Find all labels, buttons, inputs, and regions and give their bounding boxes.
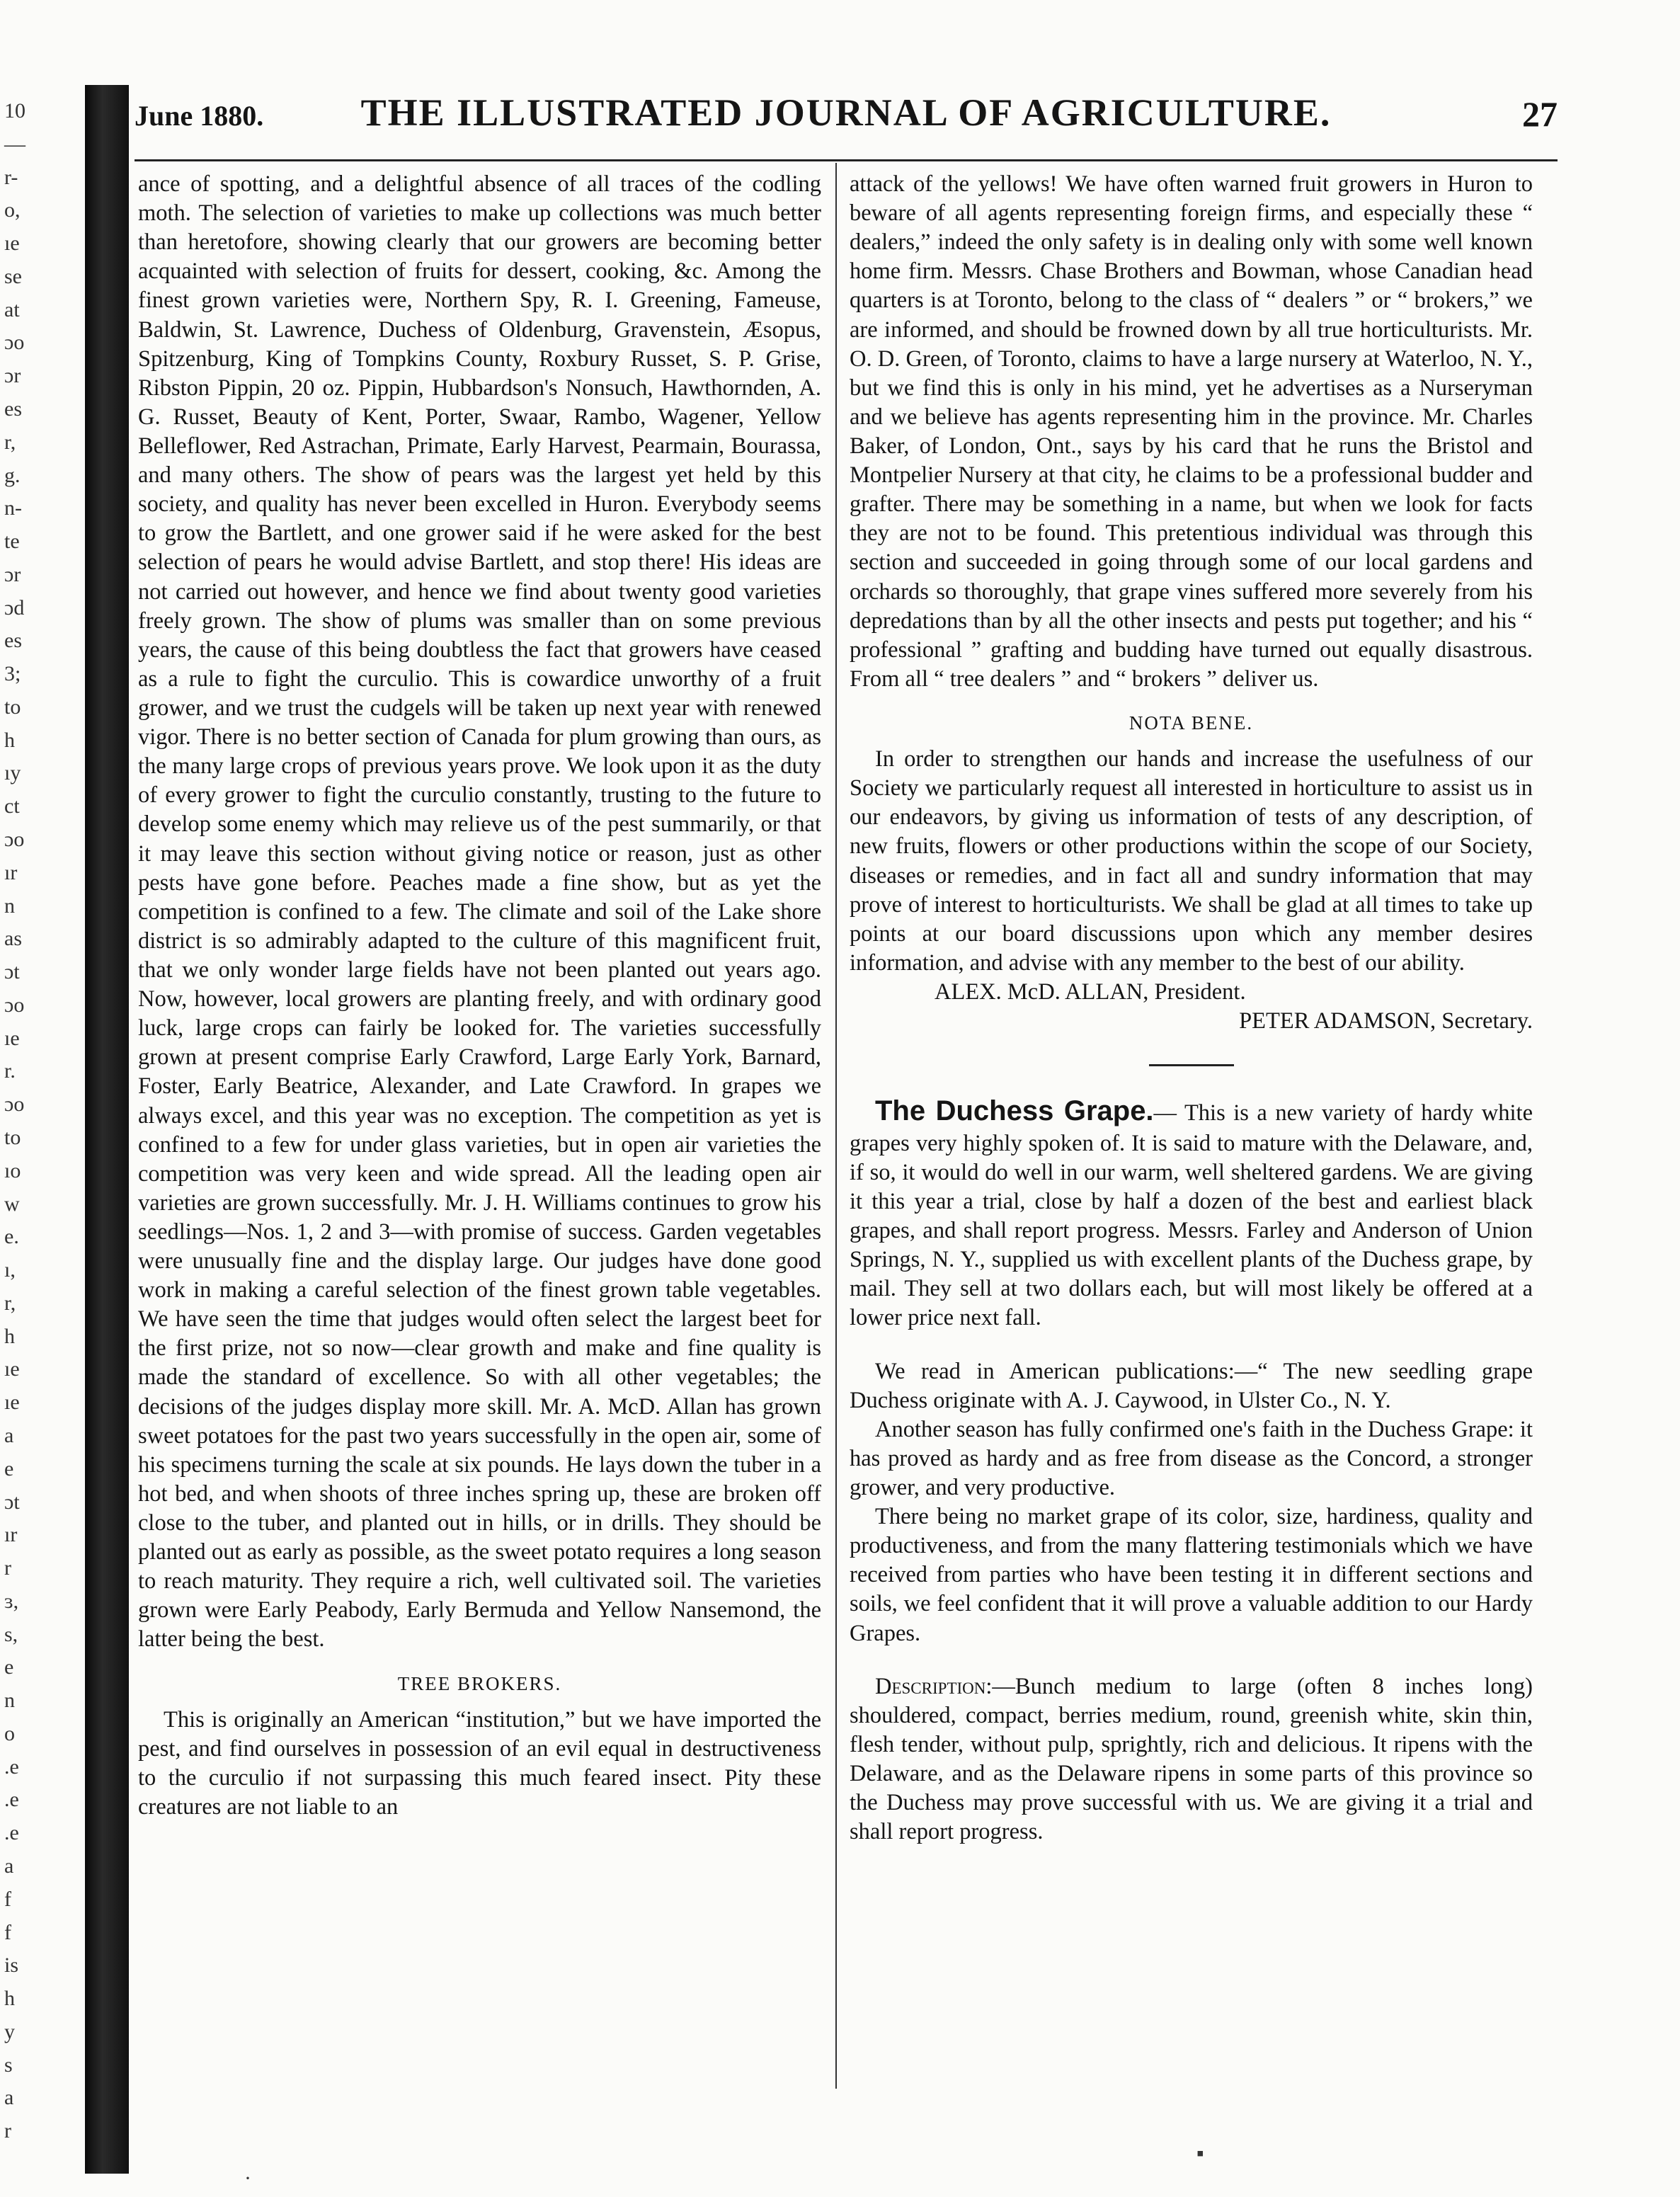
bleed-fragment: r,	[4, 430, 16, 454]
duchess-grape-paragraph	[850, 1093, 1533, 1333]
bleed-fragment: ıe	[4, 1391, 20, 1415]
binding-shadow	[85, 85, 129, 2174]
duchess-grape-body: — This is a new variety of hardy white grapes very highly spoken of. It is said to mature with the Delaware, and, if so, it would do well in our warm, well sheltered gardens. We are giving it this year a trial, close by half a dozen of the best and earliest black grapes, and shall report progress. Messrs. Farley and Anderson of Union Springs, N. Y., supplied us with excellent plants of the Duchess grape, by mail. They sell at two dollars each, but will most likely be offered at a lower price next fall.	[850, 1100, 1533, 1331]
bleed-fragment: s,	[4, 1622, 18, 1646]
bleed-fragment: es	[4, 629, 22, 653]
bleed-fragment: 10	[4, 99, 25, 122]
bleed-fragment: ıe	[4, 1026, 20, 1050]
description-body: —Bunch medium to large (often 8 inches long) shouldered, compact, berries medium, round, greenish white, skin thin, flesh tender, without pulp, sprightly, rich and delicious. It ripens with the Delaware, and as the Delaware ripens in some parts of this province so the Duchess may prove successful with us. We are giving it a trial and shall report progress.	[850, 1673, 1533, 1845]
bleed-fragment: ıo	[4, 1158, 21, 1182]
signature-president: ALEX. McD. ALLAN, President.	[935, 978, 1246, 1005]
journal-title: THE ILLUSTRATED JOURNAL OF AGRICULTURE.	[360, 91, 1332, 134]
bleed-fragment: ıy	[4, 761, 21, 785]
bleed-fragment: ɜ,	[4, 1589, 19, 1613]
description-paragraph	[850, 1672, 1533, 1847]
bleed-fragment: r	[4, 2119, 11, 2143]
adjacent-page-bleed	[4, 85, 75, 2174]
heading-nota-bene: NOTA BENE.	[1128, 712, 1254, 734]
bleed-fragment: te	[4, 530, 20, 554]
bleed-fragment: to	[4, 1126, 21, 1149]
bleed-fragment: o	[4, 1721, 15, 1745]
bleed-fragment: f	[4, 1920, 11, 1944]
tree-brokers-paragraph: This is originally an American “institution,” but we have imported the pest, and find ourselves in possession of an evil equal in destructiveness to the curculio if not surpassing this much feared insect. Pity these creatures are not liable to an	[138, 1706, 821, 1820]
description-label: Description:	[875, 1673, 993, 1699]
another-season-paragraph: Another season has fully confirmed one's faith in the Duchess Grape: it has proved as hardy and as free from disease as the Concord, a stronger grower, and very productive.	[850, 1416, 1533, 1500]
issue-date: June 1880.	[135, 100, 264, 132]
bleed-fragment: .e	[4, 1754, 19, 1779]
bleed-fragment: h	[4, 1324, 15, 1348]
bleed-fragment: ɔo	[4, 828, 25, 852]
bleed-fragment: f	[4, 1887, 11, 1911]
right-column	[850, 170, 1533, 1847]
bleed-fragment: ɔo	[4, 331, 25, 355]
bleed-fragment: ɔo	[4, 993, 25, 1017]
bleed-fragment: ɔt	[4, 960, 20, 984]
bleed-fragment: r-	[4, 165, 18, 189]
american-publications-paragraph: We read in American publications:—“ The new seedling grape Duchess originate with A. J. Caywood, in Ulster Co., N. Y.	[850, 1358, 1533, 1413]
bleed-fragment: n	[4, 894, 15, 918]
print-speck: ·	[244, 2167, 251, 2190]
exhibition-report-paragraph: ance of spotting, and a delightful absence of all traces of the codling moth. The selection of varieties to make up collections was much better than heretofore, showing clearly that our growers are becoming better acquainted with selection of fruits for dessert, cooking, &c. Among the finest grown varieties were, Northern Spy, R. I. Greening, Fameuse, Baldwin, St. Lawrence, Duchess of Oldenburg, Gravenstein, Æsopus, Spitzenburg, King of Tompkins County, Roxbury Russet, S. P. Grise, Ribston Pippin, 20 oz. Pippin, Hubbardson's Nonsuch, Hawthornden, A. G. Russet, Beauty of Kent, Porter, Swaar, Rambo, Wagener, Yellow Belleflower, Red Astrachan, Primate, Early Harvest, Pearmain, Bourassa, and many others. The show of pears was the largest yet held by this society, and quality has never been excelled in Huron. Everybody seems to grow the Bartlett, and one grower said if he were asked for the best selection of pears he would advise Bartlett, and stop there! His ideas are not carried out however, and hence we find about twenty good varieties freely grown. The show of plums was smaller than on some previous years, the cause of this being doubtless the fact that growers have ceased as a rule to fight the curculio. This is cowardice unworthy of a fruit grower, and we trust the cudgels will be taken up next year with renewed vigor. There is no better section of Canada for plum growing than ours, as the many large crops of previous years prove. We look upon it as the duty of every grower to fight the curculio constantly, trusting to the future to develop some enemy which may relieve us of the pest summarily, or that it may leave this section without giving notice or reason, just as other pests have gone before. Peaches made a fine show, but as yet the competition is confined to a few. The climate and soil of the Lake shore district is so admirably adapted to the culture of this magnificent fruit, that we only wonder large fields have not been planted out years ago. Now, however, local growers are planting freely, and with ordinary good luck, large crops can fairly be looked for. The varieties successfully grown at present comprise Early Crawford, Large Early York, Barnard, Foster, Early Beatrice, Alexander, and Late Crawford. In grapes we always excel, and this year was no exception. The competition as yet is confined to a few for under glass varieties, but in open air varieties the competition was very keen and wide spread. All the leading open air varieties are grown successfully. Mr. J. H. Williams continues to grow his seedlings—Nos. 1, 2 and 3—with promise of success. Garden vegetables were unusually fine and the display large. Our judges have done good work in making a careful selection of the finest grown table vegetables. We have seen the time that judges would often select the largest beet for the first prize, not so now—clear growth and make and fine quality is made the standard of excellence. So with all other vegetables; the decisions of the judges display more skill. Mr. A. McD. Allan has grown sweet potatoes for the past two years successfully in the open air, some of his specimens turning the scale at six pounds. He lays down the tuber in a hot bed, and when shoots of three inches spring up, these are broken off close to the tuber, and planted out in hills, or in drills. They should be planted out as early as possible, as the sweet potato requires a long season to reach maturity. They require a rich, well cultivated soil. The varieties grown were Early Peabody, Early Bermuda and Yellow Nansemond, the latter being the best.	[138, 171, 821, 1653]
bleed-fragment: ɔr	[4, 562, 21, 586]
bleed-fragment: a	[4, 2086, 14, 2110]
bleed-fragment: h	[4, 1987, 15, 2011]
bleed-fragment: ır	[4, 1523, 18, 1547]
bleed-fragment: w	[4, 1192, 20, 1216]
bleed-fragment: r,	[4, 1291, 16, 1315]
column-divider	[835, 163, 837, 2089]
bleed-fragment: at	[4, 297, 20, 321]
bleed-fragment: n	[4, 1689, 15, 1713]
nota-bene-paragraph: In order to strengthen our hands and increase the usefulness of our Society we particularly request all interested in horticulture to assist us in our endeavors, by giving us information of tests of any description, of new fruits, flowers or other productions within the scope of our Society, diseases or remedies, and in fact all and sundry information that may prove of interest to horticulturists. We shall be glad at all times to take up points at our board discussions upon which any member desires information, and advise with any member to the best of our ability.	[850, 746, 1533, 976]
bleed-fragment: e.	[4, 1225, 19, 1249]
bleed-fragment: ıe	[4, 232, 20, 256]
running-head	[135, 91, 1558, 140]
bleed-fragment: o,	[4, 198, 21, 222]
bleed-fragment: as	[4, 927, 22, 951]
bleed-fragment: ɔd	[4, 595, 25, 620]
bleed-fragment: ı,	[4, 1258, 16, 1282]
print-speck: ▪	[1196, 2142, 1204, 2165]
bleed-fragment: ɔt	[4, 1490, 20, 1514]
signature-secretary: PETER ADAMSON, Secretary.	[1239, 1008, 1533, 1034]
bleed-fragment: a	[4, 1854, 14, 1878]
bleed-fragment: .e	[4, 1821, 19, 1845]
bleed-fragment: h	[4, 728, 15, 752]
duchess-grape-lead: The Duchess Grape.	[875, 1095, 1154, 1127]
bleed-fragment: es	[4, 396, 22, 421]
tree-brokers-continued: attack of the yellows! We have often warned fruit growers in Huron to beware of all agents representing foreign firms, and especially these “ dealers,” indeed the only safety is in dealing only with some well known home firm. Messrs. Chase Brothers and Bowman, whose Canadian head quarters is at Toronto, belong to the class of “ dealers ” or “ brokers,” we are informed, and should be frowned down by all true horticulturists. Mr. O. D. Green, of Toronto, claims to have a large nursery at Waterloo, N. Y., but we find this is only in his mind, yet he advertises as a Nurseryman and we believe has agents representing him in the province. Mr. Charles Baker, of London, Ont., says by his card that he runs the Bristol and Montpelier Nursery at that city, he claims to be a professional budder and grafter. There may be something in a name, but when we look for facts they are not to be found. This pretentious individual was through this section and succeeded in going through some of our local gardens and orchards so thoroughly, that grape vines suffered more severely from his depredations than by all the other insects and pests put together; and his “ professional ” grafting and budding have turned out equally disastrous. From all “ tree dealers ” and “ brokers ” deliver us.	[850, 171, 1533, 692]
bleed-fragment: 3;	[4, 662, 21, 686]
bleed-fragment: r	[4, 1556, 11, 1580]
bleed-fragment: se	[4, 264, 22, 288]
bleed-fragment: e	[4, 1655, 14, 1679]
bleed-fragment: y	[4, 2019, 15, 2043]
bleed-fragment: ct	[4, 794, 20, 818]
bleed-fragment: r.	[4, 1059, 16, 1083]
bleed-fragment: .e	[4, 1788, 19, 1812]
bleed-fragment: n-	[4, 496, 22, 520]
bleed-fragment: to	[4, 695, 21, 719]
section-separator	[1149, 1064, 1234, 1066]
left-column	[138, 170, 821, 1822]
bleed-fragment: s	[4, 2053, 13, 2077]
heading-tree-brokers: TREE BROKERS.	[397, 1672, 562, 1694]
bleed-fragment: ır	[4, 860, 18, 884]
header-rule	[135, 159, 1558, 161]
bleed-fragment: e	[4, 1456, 14, 1480]
bleed-fragment: a	[4, 1423, 14, 1447]
bleed-fragment: is	[4, 1953, 19, 1978]
bleed-fragment: ıe	[4, 1357, 20, 1381]
bleed-fragment: —	[4, 132, 25, 156]
bleed-fragment: ɔr	[4, 364, 21, 388]
market-grape-paragraph: There being no market grape of its color, size, hardiness, quality and productiveness, and from the many flattering testimonials which we have received from parties who have been testing it in different sections and soils, we feel confident that it will prove a valuable addition to our Hardy Grapes.	[850, 1504, 1533, 1646]
bleed-fragment: g.	[4, 463, 21, 487]
page-number: 27	[1522, 94, 1558, 134]
bleed-fragment: ɔo	[4, 1092, 25, 1117]
